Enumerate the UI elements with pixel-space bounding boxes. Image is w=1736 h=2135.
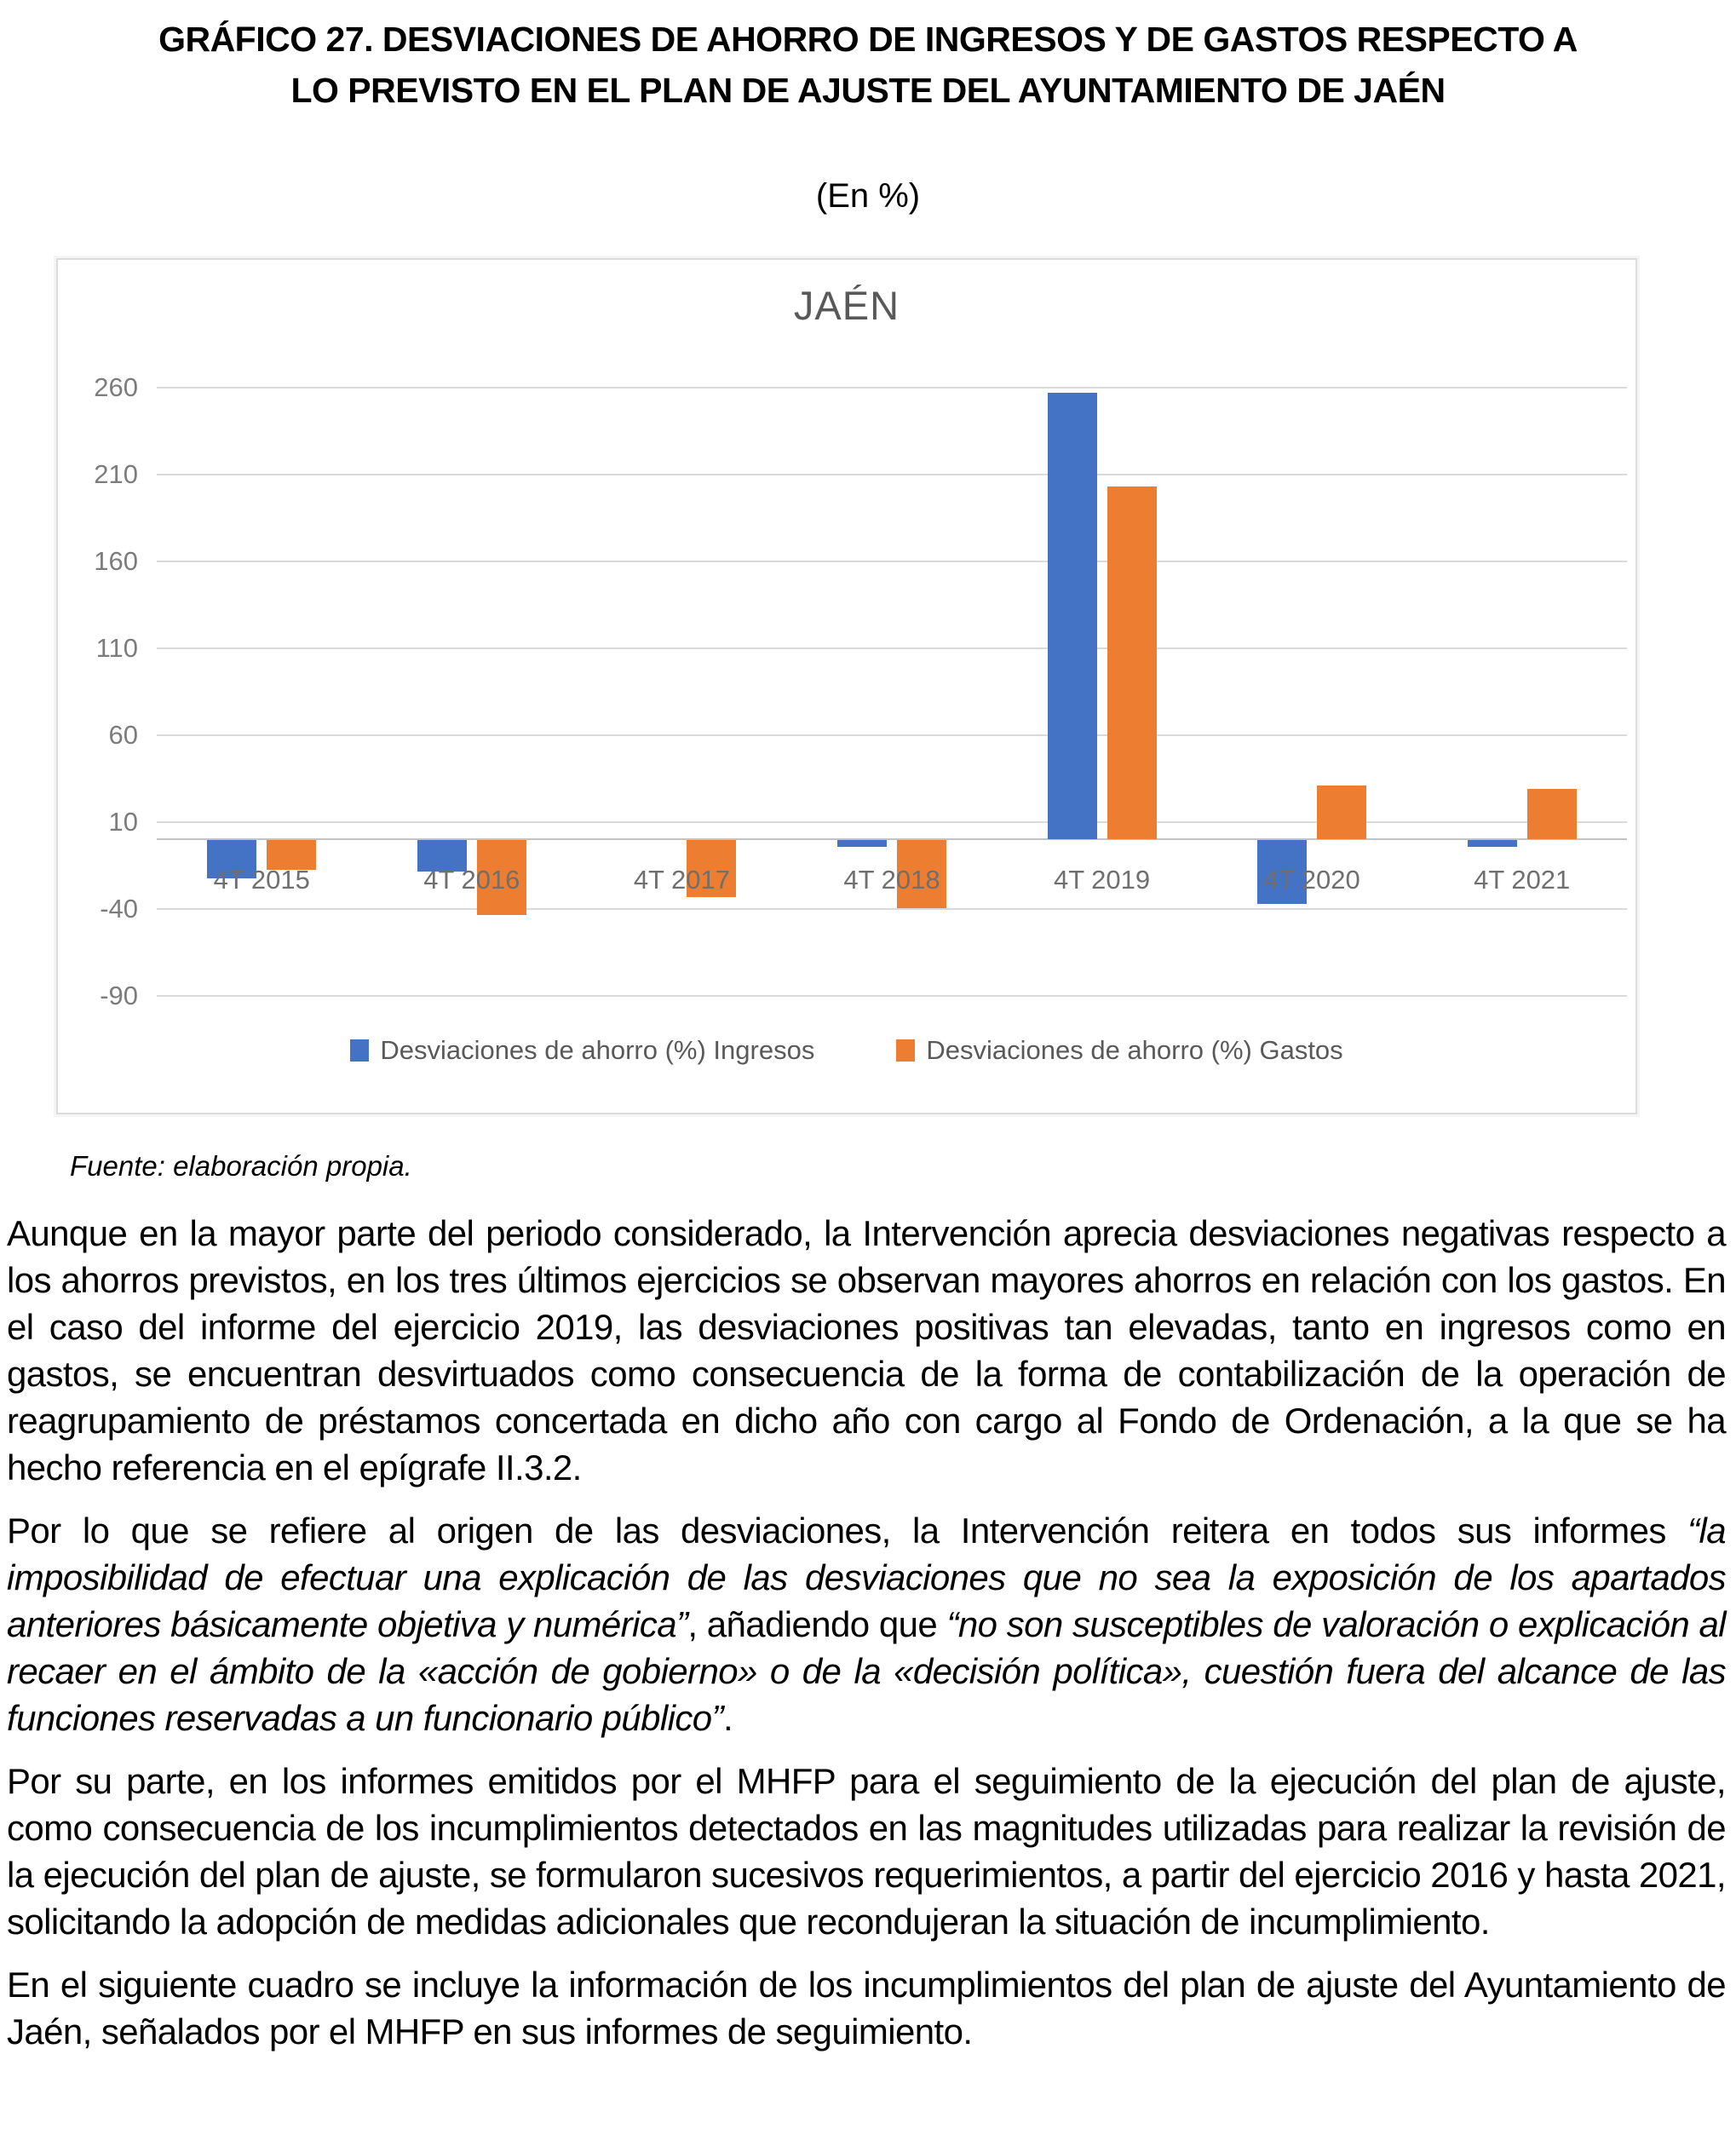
gridline-210 — [157, 474, 1627, 475]
y-tick-label: -90 — [100, 980, 138, 1010]
legend-item — [350, 1035, 814, 1066]
x-axis-line — [157, 838, 1627, 840]
bar-ingresos-4t-2021 — [1468, 840, 1517, 847]
paragraph-2 — [7, 1507, 1726, 1741]
body-text — [7, 1210, 1726, 2055]
x-category-label: 4T 2018 — [843, 865, 940, 895]
y-tick-label: 160 — [94, 545, 138, 576]
gridline--40 — [157, 908, 1627, 910]
figure-title — [26, 14, 1710, 116]
paragraph-4 — [7, 1961, 1726, 2055]
legend-item — [896, 1035, 1342, 1066]
x-category-label: 4T 2015 — [213, 865, 310, 895]
bar-ingresos-4t-2019 — [1048, 393, 1097, 839]
bar-ingresos-4t-2018 — [837, 840, 887, 847]
figure-title-line-2: LO PREVISTO EN EL PLAN DE AJUSTE DEL AYUNTAMIENTO DE JAÉN — [290, 71, 1446, 110]
quoted-italic-text: “la imposibilidad de efectuar una explicación de las desviaciones que no sea la exposición de los apartados anteriores básicamente objetiva y numérica” — [7, 1511, 1726, 1644]
body-text-run: , añadiendo que — [687, 1604, 947, 1644]
paragraph-1 — [7, 1210, 1726, 1491]
x-category-label: 4T 2021 — [1474, 865, 1571, 895]
figure-subtitle: (En %) — [815, 177, 921, 215]
report-page — [0, 14, 1736, 2055]
quoted-italic-text: “no son susceptibles de valoración o explicación al recaer en el ámbito de la «acción de gobierno» o de la «decisión política», cuestión fuera del alcance de las funciones reservadas a un funcionario público” — [7, 1604, 1726, 1738]
gridline-260 — [157, 387, 1627, 388]
legend-swatch-icon — [350, 1039, 369, 1062]
legend-label: Desviaciones de ahorro (%) Ingresos — [380, 1035, 815, 1065]
y-tick-label: 10 — [108, 806, 138, 837]
x-category-label: 4T 2017 — [633, 865, 731, 895]
legend-swatch-icon — [896, 1039, 915, 1062]
gridline--90 — [157, 995, 1627, 997]
chart-title: JAÉN — [793, 283, 900, 328]
y-tick-label: 210 — [94, 458, 138, 489]
x-category-label: 4T 2019 — [1053, 865, 1151, 895]
legend-label: Desviaciones de ahorro (%) Gastos — [926, 1035, 1343, 1065]
body-text-run: En el siguiente cuadro se incluye la información de los incumplimientos del plan de ajuste del Ayuntamiento de Jaén, señalados por el MHFP en sus informes de seguimiento. — [7, 1965, 1726, 2052]
bar-chart — [56, 258, 1637, 1114]
gridline-110 — [157, 647, 1627, 649]
bar-gastos-4t-2020 — [1317, 786, 1366, 839]
gridline-60 — [157, 734, 1627, 736]
body-text-run: . — [722, 1698, 733, 1738]
chart-legend — [58, 1035, 1635, 1066]
bar-gastos-4t-2019 — [1107, 486, 1157, 839]
body-text-run: Aunque en la mayor parte del periodo considerado, la Intervención aprecia desviaciones negativas respecto a los ahorros previstos, en los tres últimos ejercicios se observan mayores ahorros en relación con los gastos. En el caso del informe del ejercicio 2019, las desviaciones positivas tan elevadas, tanto en ingresos como en gastos, se encuentran desvirtuados como consecuencia de la forma de contabilización de la operación de reagrupamiento de préstamos concertada en dicho año con cargo al Fondo de Ordenación, a la que se ha hecho referencia en el epígrafe II.3.2. — [7, 1213, 1726, 1488]
bar-gastos-4t-2021 — [1527, 789, 1577, 839]
y-tick-label: 60 — [108, 719, 138, 750]
gridline-160 — [157, 561, 1627, 562]
figure-title-line-1: GRÁFICO 27. DESVIACIONES DE AHORRO DE INGRESOS Y DE GASTOS RESPECTO A — [158, 20, 1578, 59]
y-tick-label: -40 — [100, 893, 138, 924]
x-category-label: 4T 2020 — [1263, 865, 1360, 895]
y-tick-label: 110 — [95, 632, 138, 663]
source-note: Fuente: elaboración propia. — [70, 1150, 412, 1182]
gridline-10 — [157, 821, 1627, 823]
y-tick-label: 260 — [94, 371, 138, 402]
body-text-run: Por lo que se refiere al origen de las desviaciones, la Intervención reitera en todos sus informes — [7, 1511, 1688, 1551]
x-category-label: 4T 2016 — [423, 865, 520, 895]
paragraph-3 — [7, 1758, 1726, 1945]
body-text-run: Por su parte, en los informes emitidos por el MHFP para el seguimiento de la ejecución del plan de ajuste, como consecuencia de los incumplimientos detectados en las magnitudes utilizadas para realizar la revisión de la ejecución del plan de ajuste, se formularon sucesivos requerimientos, a partir del ejercicio 2016 y hasta 2021, solicitando la adopción de medidas adicionales que recondujeran la situación de incumplimiento. — [7, 1761, 1726, 1942]
